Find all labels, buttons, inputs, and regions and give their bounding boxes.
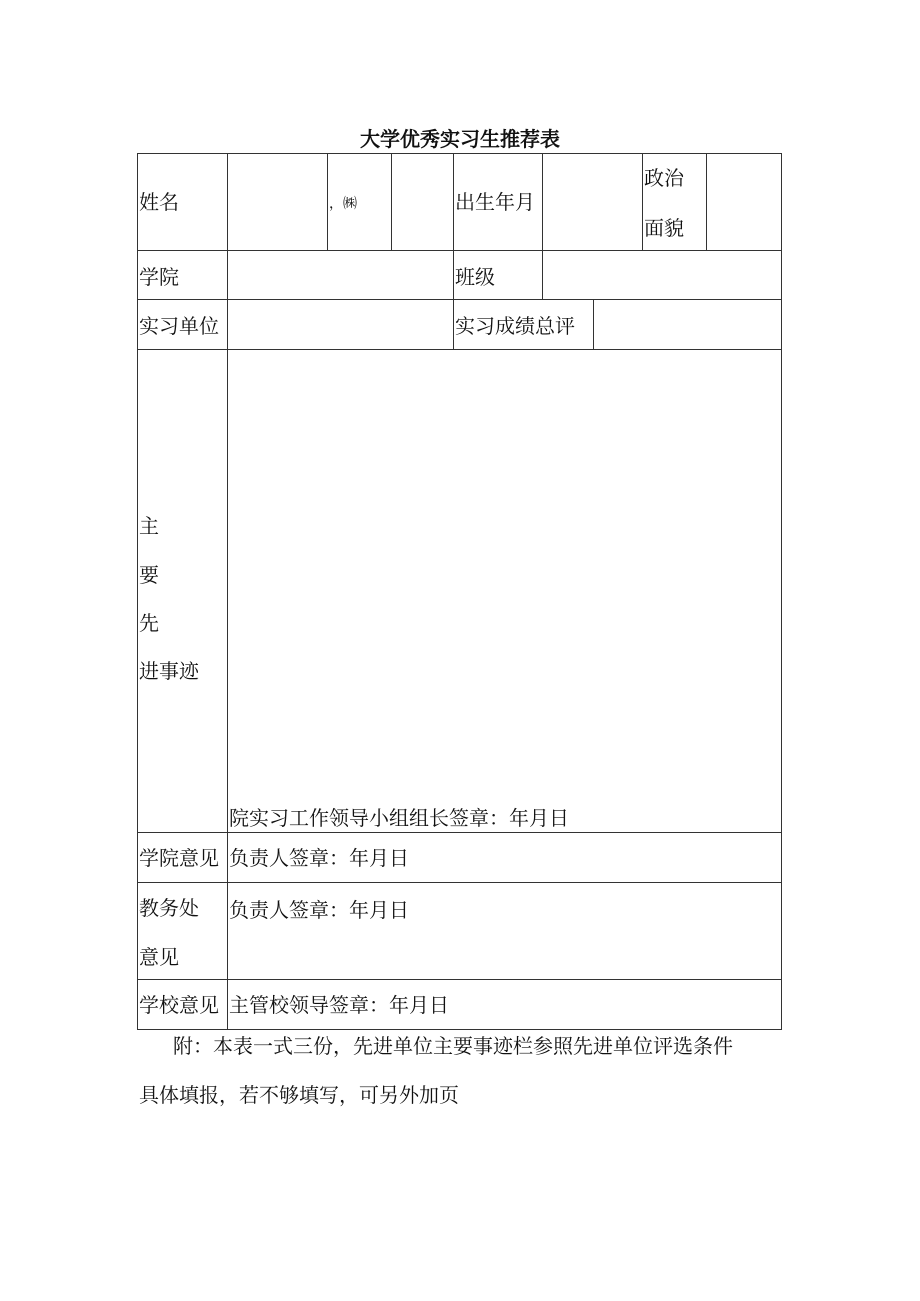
row1-divider-d: [706, 153, 707, 250]
table-border-right: [781, 153, 782, 1030]
row1-divider-b: [391, 153, 392, 250]
academic-affairs-label-line2: 意见: [139, 945, 179, 969]
document-title: 大学优秀实习生推荐表: [360, 127, 560, 151]
name-label: 姓名: [139, 190, 179, 214]
table-border-left: [137, 153, 138, 1030]
school-opinion-signature: 主管校领导签章：年月日: [229, 993, 449, 1017]
school-opinion-label: 学校意见: [139, 993, 219, 1017]
row-divider-1: [137, 250, 782, 251]
label-column-divider: [227, 153, 228, 1030]
political-status-label-line2: 面貌: [644, 216, 684, 240]
row-divider-5: [137, 882, 782, 883]
table-border-bottom: [137, 1029, 782, 1030]
row1-divider-a: [327, 153, 328, 250]
footnote-line1: 附：本表一式三份，先进单位主要事迹栏参照先进单位评选条件: [173, 1034, 733, 1058]
row-divider-4: [137, 832, 782, 833]
academic-affairs-label-line1: 教务处: [139, 896, 199, 920]
row1-divider-c: [642, 153, 643, 250]
row-divider-3: [137, 349, 782, 350]
college-opinion-signature: 负责人签章：年月日: [229, 846, 409, 870]
deeds-label-line1: 主: [139, 514, 159, 538]
gender-marker: ，㈱: [329, 196, 357, 212]
internship-unit-label: 实习单位: [139, 314, 219, 338]
row3-divider: [593, 299, 594, 349]
row1-to-row3-divider: [453, 153, 454, 349]
class-label: 班级: [455, 265, 495, 289]
deeds-signature: 院实习工作领导小组组长签章：年月日: [229, 806, 569, 830]
academic-affairs-signature: 负责人签章：年月日: [229, 898, 409, 922]
deeds-label-line4: 进事迹: [139, 659, 199, 683]
college-opinion-label: 学院意见: [139, 846, 219, 870]
table-border-top: [137, 153, 782, 154]
deeds-label-line2: 要: [139, 563, 159, 587]
college-label: 学院: [139, 265, 179, 289]
deeds-label-line3: 先: [139, 611, 159, 635]
birth-date-label: 出生年月: [455, 190, 535, 214]
internship-score-label: 实习成绩总评: [455, 314, 575, 338]
row1-to-row2-divider: [542, 153, 543, 300]
row-divider-6: [137, 979, 782, 980]
row-divider-2: [137, 299, 782, 300]
political-status-label-line1: 政治: [644, 166, 684, 190]
footnote-line2: 具体填报，若不够填写，可另外加页: [139, 1083, 459, 1107]
